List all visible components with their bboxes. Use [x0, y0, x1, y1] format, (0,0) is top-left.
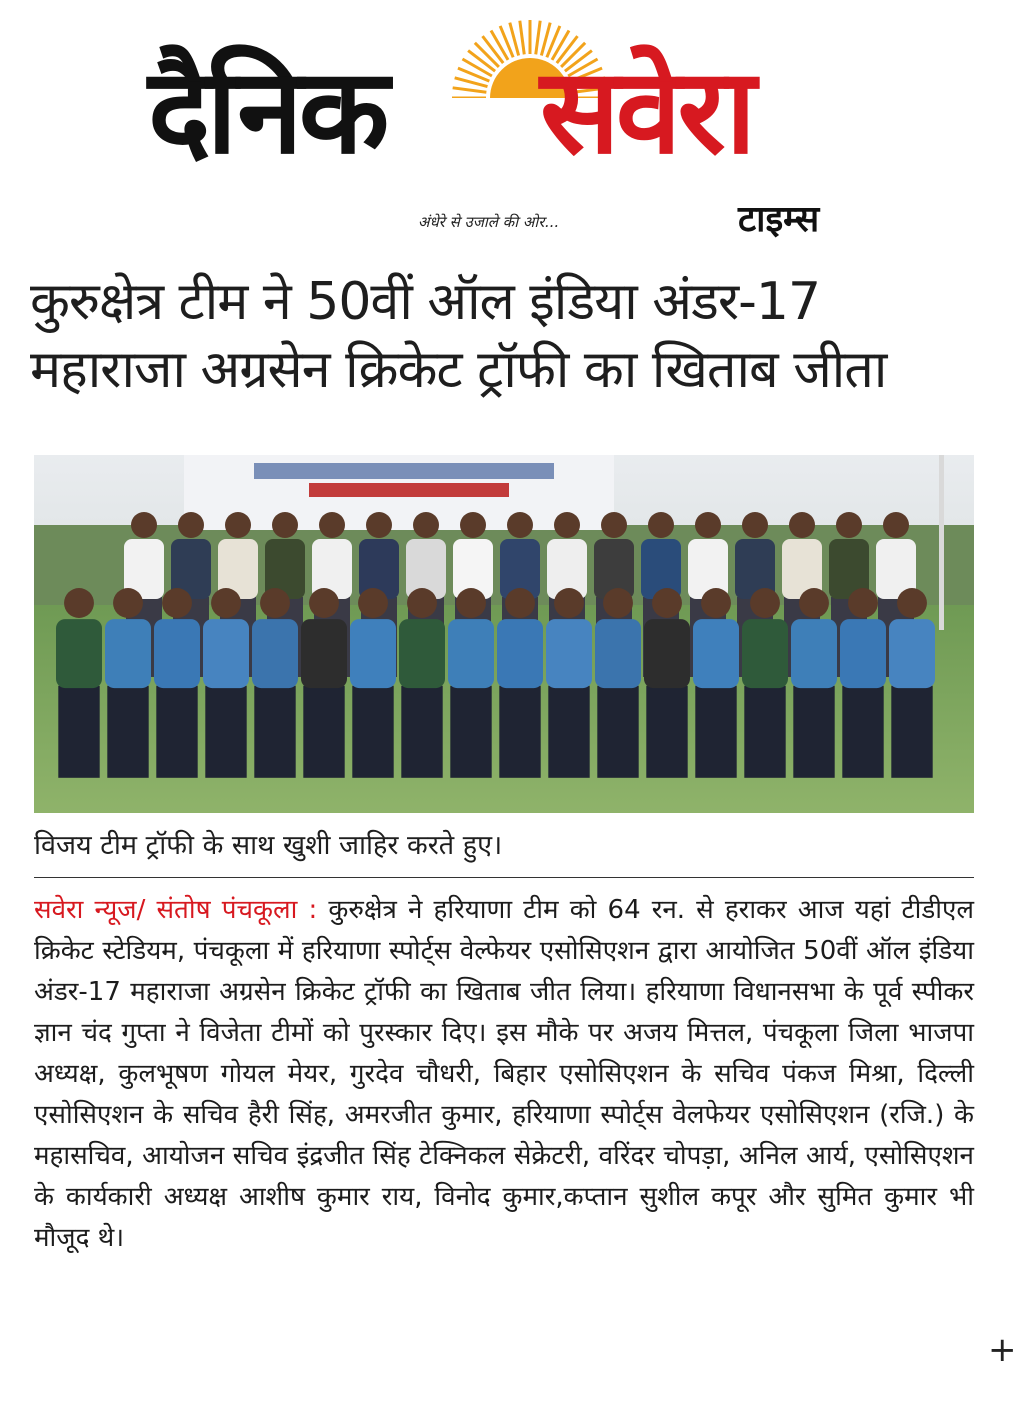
divider [34, 877, 974, 878]
photo-caption: विजय टीम ट्रॉफी के साथ खुशी जाहिर करते हुए। [34, 830, 503, 861]
dateline: सवेरा न्यूज/ संतोष पंचकूला : [34, 895, 318, 925]
masthead-name-red: सवेरा [540, 42, 753, 180]
masthead [0, 0, 1029, 250]
masthead-sub-name: टाइम्स [738, 199, 820, 240]
team-photo [34, 455, 974, 813]
article-body [34, 890, 974, 1259]
headline: कुरुक्षेत्र टीम ने 50वीं ऑल इंडिया अंडर-17 महाराजा अग्रसेन क्रिकेट ट्रॉफी का खिताब जीता [30, 272, 887, 400]
continuation-mark: + [988, 1330, 1017, 1370]
team-photo-illustration [34, 455, 974, 813]
masthead-name-black: दैनिक [148, 42, 386, 180]
article-text: कुरुक्षेत्र ने हरियाणा टीम को 64 रन. से हराकर आज यहां टीडीएल क्रिकेट स्टेडियम, पंचकूला में हरियाणा स्पोर्ट्स वेल्फेयर एसोसिएशन द्वारा आयोजित 50वीं ऑल इंडिया अंडर-17 महाराजा अग्रसेन क्रिकेट ट्रॉफी का खिताब जीत लिया। हरियाणा विधानसभा के पूर्व स्पीकर ज्ञान चंद गुप्ता ने विजेता टीमों को पुरस्कार दिए। इस मौके पर अजय मित्तल, पंचकूला जिला भाजपा अध्यक्ष, कुलभूषण गोयल मेयर, गुरदेव चौधरी, बिहार एसोसिएशन के सचिव पंकज मिश्रा, दिल्ली एसोसिएशन के सचिव हैरी सिंह, अमरजीत कुमार, हरियाणा स्पोर्ट्स वेलफेयर एसोसिएशन (रजि.) के महासचिव, आयोजन सचिव इंद्रजीत सिंह टेक्निकल सेक्रेटरी, वरिंदर चोपड़ा, अनिल आर्य, एसोसिएशन के कार्यकारी अध्यक्ष आशीष कुमार राय, विनोद कुमार,कप्तान सुशील कपूर और सुमित कुमार भी मौजूद थे। [34, 895, 974, 1253]
masthead-tagline: अंधेरे से उजाले की ओर... [418, 213, 559, 231]
